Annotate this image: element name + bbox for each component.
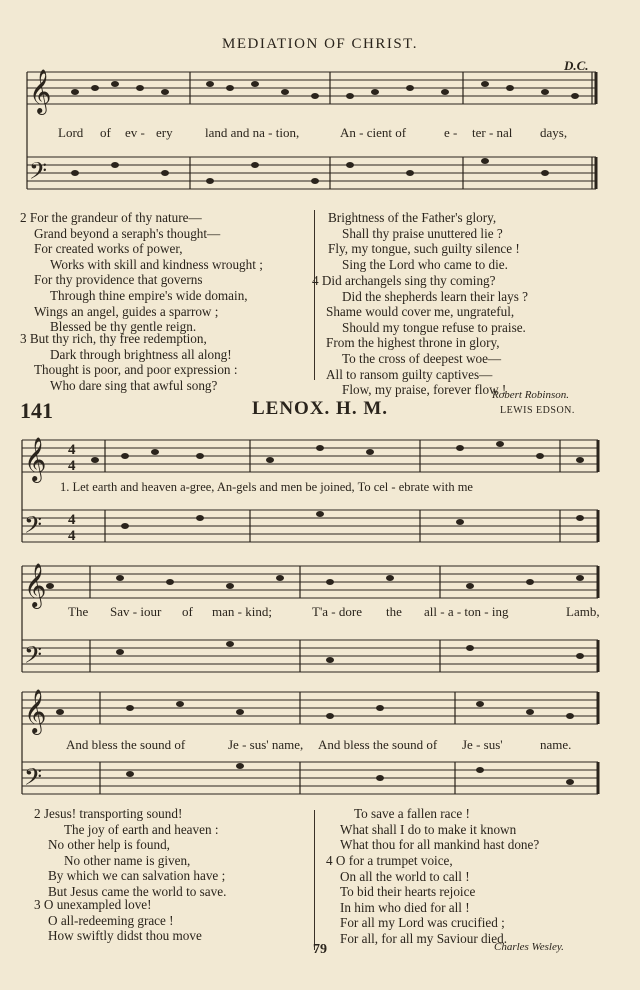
verse-line: The joy of earth and heaven : (64, 821, 219, 837)
staff-hymn2-sys1-bass (22, 510, 598, 542)
verse-line: Fly, my tongue, such guilty silence ! (328, 241, 520, 257)
staff-hymn2-sys2-bass (22, 640, 598, 672)
lyric-word: ery (156, 125, 173, 140)
hymn1-verse-3-continued (328, 210, 520, 272)
author-credit: Robert Robinson. (492, 389, 569, 401)
svg-text:𝄞: 𝄞 (24, 563, 47, 607)
verse-line: What thou for all mankind hast done? (340, 837, 540, 853)
hymn2-verse-3 (34, 897, 202, 944)
column-divider (314, 810, 315, 950)
lyric-word: of (182, 604, 193, 619)
verse-line: For thy providence that governs (34, 272, 203, 288)
verse-line: From the highest throne in glory, (326, 335, 500, 351)
staff-hymn1-bass (27, 157, 596, 189)
verse-line: No other help is found, (48, 837, 170, 853)
verse-line: Dark through brightness all along! (50, 346, 232, 362)
hymn2-verse-2 (34, 806, 226, 900)
verse-line: Thought is poor, and poor expression : (34, 362, 238, 378)
verse-line: Through thine empire's wide domain, (50, 287, 248, 303)
verse-line: In him who died for all ! (340, 899, 470, 915)
lyric-word: man - kind; (212, 604, 272, 619)
page-title: MEDIATION OF CHRIST. (222, 36, 418, 52)
lyric-phrase: name. (540, 737, 572, 752)
verse-line: Did the shepherds learn their lays ? (342, 288, 529, 304)
page-number: 79 (313, 942, 327, 957)
note-heads (46, 81, 584, 785)
verse-line: On all the world to call ! (340, 868, 470, 884)
hymn1-verse-4 (312, 273, 528, 398)
lyric-phrase: Je - sus' (462, 737, 503, 752)
verse-line: Brightness of the Father's glory, (328, 210, 497, 225)
lyric-word: Lord (58, 125, 84, 140)
staff-hymn2-sys2-treble (22, 566, 598, 598)
hymn-tune-name: LENOX. H. M. (251, 398, 389, 419)
lyric-word: Lamb, (566, 604, 600, 619)
svg-text:𝄢: 𝄢 (24, 511, 43, 544)
verse-line: For all, for all my Saviour died. (340, 930, 508, 946)
lyric-word: all - a - ton - ing (424, 604, 509, 619)
lyric-word: ter - nal (472, 125, 513, 140)
verse-line: By which we can salvation have ; (48, 868, 226, 884)
verse-line: Shame would cover me, ungrateful, (326, 304, 515, 320)
verse-line: No other name is given, (64, 852, 191, 868)
hymn-number: 141 (20, 398, 53, 423)
verse-line: 2 For the grandeur of thy nature— (20, 210, 202, 225)
verse-line: Shall thy praise unuttered lie ? (342, 225, 503, 241)
verse-line: For all my Lord was crucified ; (340, 915, 505, 931)
verse-line: 3 But thy rich, thy free redemption, (20, 331, 207, 346)
verse-line: 4 O for a trumpet voice, (326, 853, 453, 868)
hymn1-verse-3 (20, 331, 238, 393)
staff-hymn2-sys1-treble (22, 440, 598, 472)
staff-hymn2-sys3-treble (22, 692, 598, 724)
verse-line: Works with skill and kindness wrought ; (50, 256, 263, 272)
verse-line: To the cross of deepest woe— (342, 350, 502, 366)
svg-text:4: 4 (68, 442, 76, 458)
svg-text:𝄞: 𝄞 (24, 437, 47, 481)
lyric-word: the (386, 604, 402, 619)
svg-text:4: 4 (68, 512, 76, 528)
hymn2-verse-3-continued (340, 806, 539, 853)
svg-text:𝄢: 𝄢 (29, 157, 48, 190)
composer-credit: LEWIS EDSON. (500, 405, 575, 416)
lyric-word: The (68, 604, 89, 619)
svg-text:𝄞: 𝄞 (24, 689, 47, 733)
hymn1-verse-2 (20, 210, 263, 335)
lyric-phrase: And bless the sound of (318, 737, 438, 752)
verse-line: Flow, my praise, forever flow ! (342, 382, 507, 398)
verse-line: To bid their hearts rejoice (340, 884, 476, 900)
verse-line: What shall I do to make it known (340, 821, 517, 837)
lyric-word: ev - (125, 125, 145, 140)
verse-line: Blessed be thy gentle reign. (50, 319, 197, 335)
lyric-word: Sav - iour (110, 604, 162, 619)
verse-line: For created works of power, (34, 241, 183, 257)
lyric-word: of (100, 125, 111, 140)
da-capo-mark: D.C. (564, 58, 589, 73)
author-credit: Charles Wesley. (494, 941, 564, 953)
hymn2-verse-4 (326, 853, 507, 947)
lyric-word: land and na - tion, (205, 125, 300, 140)
lyric-word: An - cient of (340, 125, 407, 140)
svg-text:𝄢: 𝄢 (24, 763, 43, 796)
verse-line: Sing the Lord who came to die. (342, 256, 508, 272)
svg-text:4: 4 (68, 458, 76, 474)
lyric-phrase: Je - sus' name, (228, 737, 304, 752)
verse-line: How swiftly didst thou move (48, 928, 202, 944)
svg-text:𝄢: 𝄢 (24, 641, 43, 674)
verse-line: Should my tongue refuse to praise. (342, 319, 526, 335)
lyric-phrase: And bless the sound of (66, 737, 186, 752)
lyric-line: 1. Let earth and heaven a-gree, An-gels and men be joined, To cel - ebrate with me (60, 480, 473, 494)
staff-hymn2-sys3-bass (22, 762, 598, 794)
lyric-word: e - (444, 125, 458, 140)
verse-line: All to ransom guilty captives— (326, 366, 493, 382)
svg-text:𝄞: 𝄞 (29, 69, 52, 113)
verse-line: Who dare sing that awful song? (50, 377, 218, 393)
verse-line: Grand beyond a seraph's thought— (34, 225, 221, 241)
verse-line: To save a fallen race ! (354, 806, 470, 821)
lyric-word: T'a - dore (312, 604, 362, 619)
svg-text:4: 4 (68, 528, 76, 544)
verse-line: O all-redeeming grace ! (48, 912, 174, 928)
verse-line: Wings an angel, guides a sparrow ; (34, 303, 219, 319)
verse-line: But Jesus came the world to save. (48, 883, 227, 899)
lyric-word: days, (540, 125, 568, 140)
verse-line: 2 Jesus! transporting sound! (34, 806, 183, 821)
verse-line: 3 O unexampled love! (34, 897, 152, 912)
verse-line: 4 Did archangels sing thy coming? (312, 273, 496, 288)
